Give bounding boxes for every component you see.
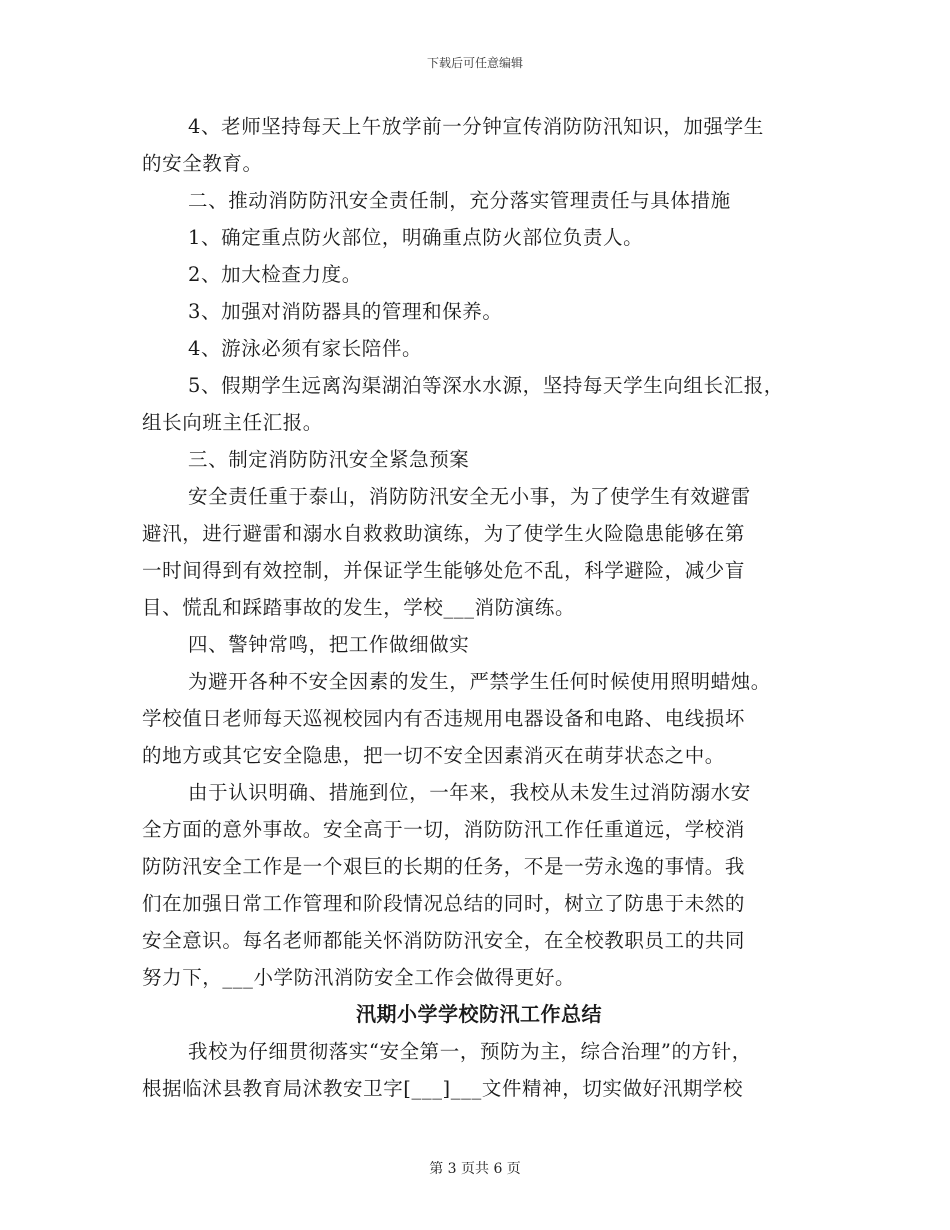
text-line: 2、加大检查力度。: [188, 263, 362, 286]
section-title: 汛期小学学校防汛工作总结: [356, 1002, 602, 1026]
text-line: 4、游泳必须有家长陪伴。: [188, 337, 423, 360]
text-line: 一时间得到有效控制，并保证学生能够处危不乱，科学避险，减少盲: [142, 559, 746, 582]
text-line: 全方面的意外事故。安全高于一切，消防防汛工作任重道远，学校消: [142, 818, 746, 841]
paragraph-lines-after-title: [142, 1033, 822, 1107]
text-line: 们在加强日常工作管理和阶段情况总结的同时，树立了防患于未然的: [142, 892, 746, 915]
page-footer: 第 3 页共 6 页: [429, 1161, 521, 1177]
text-line: 努力下，___小学防汛消防安全工作会做得更好。: [142, 966, 576, 989]
text-line: 三、制定消防防汛安全紧急预案: [188, 448, 470, 471]
text-line: 组长向班主任汇报。: [142, 411, 323, 434]
text-line: 为避开各种不安全因素的发生，严禁学生任何时候使用照明蜡烛。: [188, 670, 771, 693]
text-line: 1、确定重点防火部位，明确重点防火部位负责人。: [188, 226, 644, 249]
page-header: 下载后可任意编辑: [426, 56, 523, 70]
text-line: 由于认识明确、措施到位，一年来，我校从未发生过消防溺水安: [188, 781, 751, 804]
text-line: 防防汛安全工作是一个艰巨的长期的任务，不是一劳永逸的事情。我: [142, 855, 746, 878]
text-line: 4、老师坚持每天上午放学前一分钟宣传消防防汛知识，加强学生: [188, 115, 764, 138]
text-line: 学校值日老师每天巡视校园内有否违规用电器设备和电路、电线损坏: [142, 707, 746, 730]
text-line: 目、慌乱和踩踏事故的发生，学校___消防演练。: [142, 596, 576, 619]
text-line: 根据临沭县教育局沭教安卫字[___]___文件精神，切实做好汛期学校: [142, 1077, 744, 1100]
paragraph-lines: [142, 108, 822, 996]
text-line: 安全意识。每名老师都能关怀消防防汛安全，在全校教职员工的共同: [142, 929, 746, 952]
text-line: 我校为仔细贯彻落实“安全第一，预防为主，综合治理”的方针，: [188, 1040, 752, 1063]
text-line: 四、警钟常鸣，把工作做细做实: [188, 633, 470, 656]
text-line: 3、加强对消防器具的管理和保养。: [188, 300, 503, 323]
text-line: 二、推动消防防汛安全责任制，充分落实管理责任与具体措施: [188, 189, 731, 212]
text-line: 的安全教育。: [142, 152, 263, 175]
text-line: 5、假期学生远离沟渠湖泊等深水水源，坚持每天学生向组长汇报，: [188, 374, 784, 397]
text-line: 的地方或其它安全隐患，把一切不安全因素消灭在萌芽状态之中。: [142, 744, 725, 767]
document-body: [142, 108, 822, 1107]
text-line: 避汛，进行避雷和溺水自救救助演练，为了使学生火险隐患能够在第: [142, 522, 746, 545]
text-line: 安全责任重于泰山，消防防汛安全无小事，为了使学生有效避雷: [188, 485, 751, 508]
